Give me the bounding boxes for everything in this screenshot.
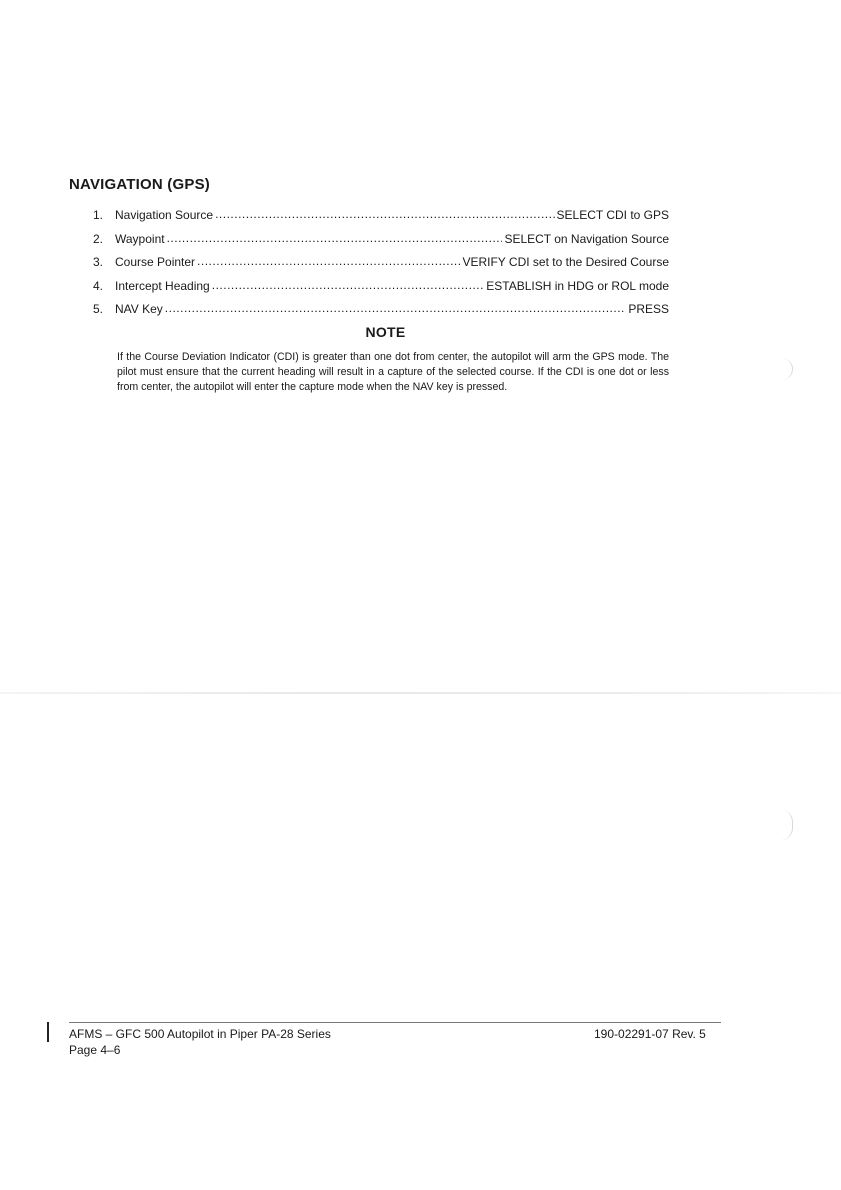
footer-document-number: 190-02291-07 Rev. 5 (594, 1027, 706, 1041)
step-action: SELECT CDI to GPS (556, 208, 669, 222)
procedure-step (93, 255, 669, 279)
step-action: PRESS (628, 302, 669, 316)
note-text: If the Course Deviation Indicator (CDI) is greater than one dot from center, the autopilot will arm the GPS mode. The pilot must ensure that the current heading will result in a capture of the selected course. If the CDI is one dot or less from center, the autopilot will enter the capture mode when the NAV key is pressed. (117, 351, 669, 393)
step-number: 2. (93, 231, 104, 246)
step-number: 5. (93, 302, 104, 316)
scan-artifact (760, 810, 793, 840)
step-action: VERIFY CDI set to the Desired Course (462, 255, 669, 269)
procedure-step (93, 208, 669, 232)
step-label: NAV Key (115, 302, 163, 316)
note-heading: NOTE (365, 324, 406, 340)
revision-bar (47, 1022, 49, 1042)
step-label: Waypoint (115, 231, 165, 246)
footer-divider (69, 1022, 721, 1023)
step-action: ESTABLISH in HDG or ROL mode (486, 278, 669, 293)
step-number: 4. (93, 278, 104, 293)
step-label: Course Pointer (115, 255, 196, 269)
scan-artifact (782, 358, 793, 380)
dot-leader (165, 301, 627, 315)
procedure-steps (93, 208, 669, 326)
procedure-step (93, 279, 669, 303)
scan-fold-line (0, 692, 841, 694)
step-number: 1. (93, 208, 104, 222)
step-number: 3. (93, 255, 104, 269)
dot-leader (212, 278, 485, 292)
dot-leader (197, 254, 460, 268)
footer-page-number: Page 4–6 (69, 1043, 121, 1057)
dot-leader (215, 207, 554, 221)
footer-left (69, 1026, 331, 1058)
step-action: SELECT on Navigation Source (504, 231, 669, 246)
procedure-step (93, 232, 669, 256)
section-title: NAVIGATION (GPS) (69, 176, 210, 193)
footer-document-title: AFMS – GFC 500 Autopilot in Piper PA-28 Series (69, 1027, 331, 1041)
step-label: Intercept Heading (115, 278, 210, 293)
dot-leader (167, 231, 503, 245)
procedure-step (93, 302, 669, 326)
step-label: Navigation Source (115, 208, 214, 222)
